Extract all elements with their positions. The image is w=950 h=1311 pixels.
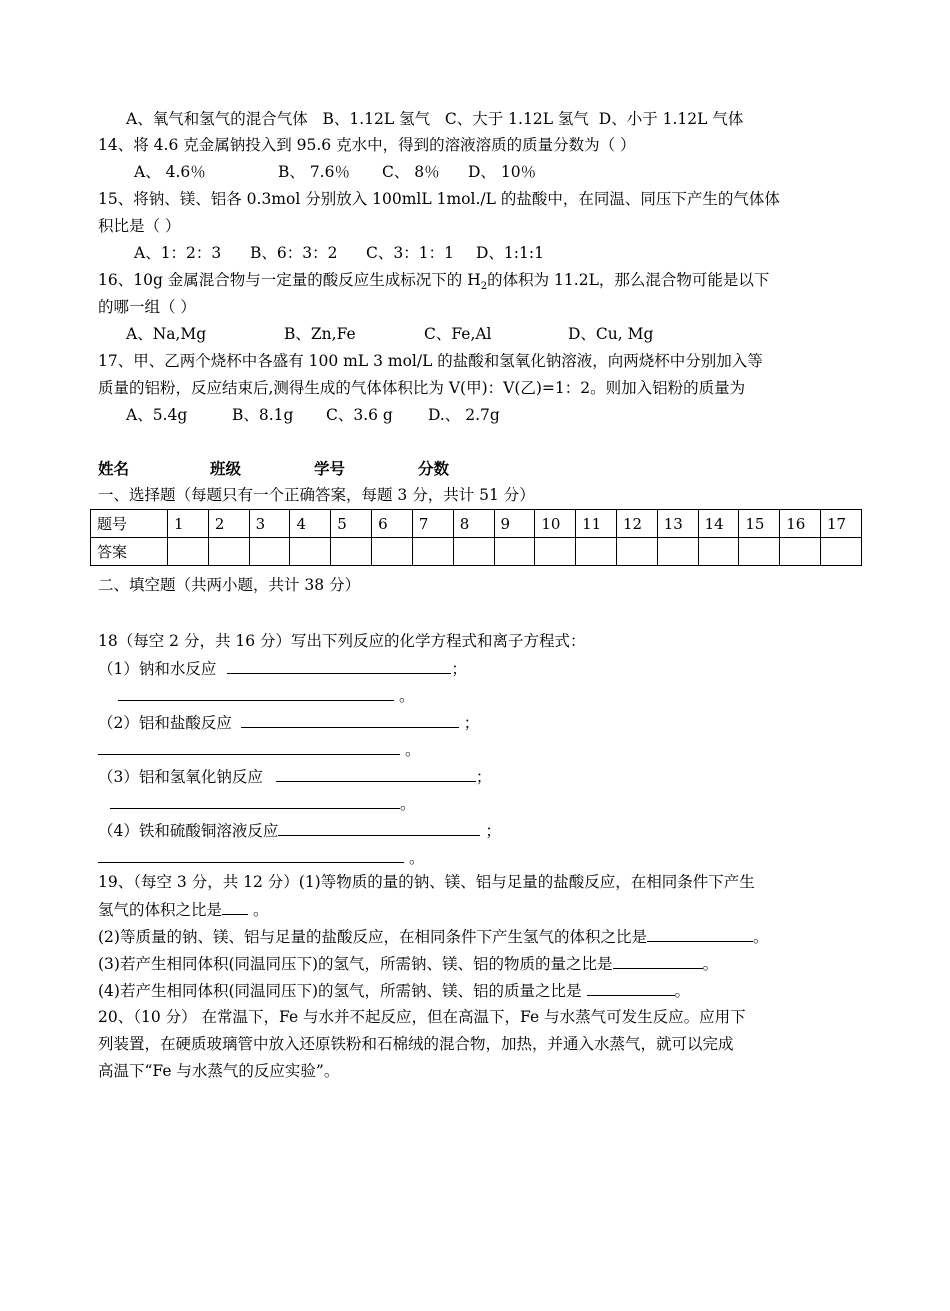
answer-cell[interactable] — [821, 538, 862, 566]
question-number-cell: 14 — [698, 510, 739, 538]
q15-stem-line1: 15、将钠、镁、铝各 0.3mol 分别放入 100mlL 1mol./L 的盐酸中，在同温、同压下产生的气体体 — [98, 190, 780, 208]
q18-part3-label: （3）铝和氢氧化钠反应 — [98, 768, 263, 786]
question-number-cell: 4 — [290, 510, 331, 538]
answer-cell[interactable] — [576, 538, 617, 566]
q14-option-c: C、 8％ — [382, 163, 440, 181]
q16-option-a: A、Na,Mg — [126, 325, 207, 343]
q18-part2-ionic — [98, 738, 420, 761]
answer-cell[interactable] — [331, 538, 372, 566]
question-number-cell: 15 — [739, 510, 780, 538]
q15-option-b: B、6：3：2 — [250, 244, 338, 262]
answer-blank[interactable] — [118, 684, 394, 701]
q15-option-d: D、1:1:1 — [476, 244, 544, 262]
question-number-cell: 9 — [494, 510, 535, 538]
answer-cell[interactable] — [657, 538, 698, 566]
period: 。 — [400, 795, 416, 813]
q15-options — [134, 242, 544, 264]
question-number-cell: 17 — [821, 510, 862, 538]
answer-blank[interactable] — [227, 657, 451, 674]
answer-table-number-row — [91, 510, 862, 538]
answer-cell[interactable] — [412, 538, 453, 566]
q15-stem-line2: 积比是（ ） — [98, 217, 181, 235]
question-number-cell: 11 — [576, 510, 617, 538]
answer-blank[interactable] — [613, 952, 703, 969]
student-info-header — [98, 458, 449, 480]
q16-options — [126, 323, 653, 345]
answer-cell[interactable] — [780, 538, 821, 566]
q16-option-c: C、Fe,Al — [424, 325, 492, 343]
question-number-cell: 8 — [453, 510, 494, 538]
answer-cell[interactable] — [739, 538, 780, 566]
answer-cell[interactable] — [168, 538, 209, 566]
score-label: 分数 — [418, 459, 450, 478]
q19-part1 — [98, 898, 268, 921]
semicolon: ； — [463, 714, 480, 732]
question-number-cell: 1 — [168, 510, 209, 538]
q14-option-a: A、 4.6％ — [134, 163, 206, 181]
q17-stem-line2: 质量的铝粉，反应结束后,测得生成的气体体积比为 V(甲)：V(乙)=1：2。则加入铝粉的质量为 — [98, 379, 746, 397]
answer-cell[interactable] — [535, 538, 576, 566]
q16-stem-part1: 16、10g 金属混合物与一定量的酸反应生成标况下的 H — [98, 271, 481, 289]
answer-blank[interactable] — [647, 925, 753, 942]
q17-option-a: A、5.4g — [126, 406, 188, 424]
q17-option-c: C、3.6 g — [326, 406, 393, 424]
period: 。 — [408, 849, 425, 867]
answer-blank[interactable] — [98, 846, 404, 863]
answer-table-answer-row — [91, 538, 862, 566]
q19-part4-text: (4)若产生相同体积(同温同压下)的氢气，所需钠、镁、铝的质量之比是 — [98, 982, 582, 1000]
answer-cell[interactable] — [698, 538, 739, 566]
q16-stem-part2: 的体积为 11.2L，那么混合物可能是以下 — [487, 271, 770, 289]
q18-part3 — [98, 765, 491, 788]
q13-option-b: B、1.12L 氢气 — [322, 110, 431, 128]
q17-option-d: D.、 2.7g — [428, 406, 500, 424]
q16-stem-line1 — [98, 269, 769, 298]
q14-option-d: D、 10％ — [468, 163, 537, 181]
question-number-cell: 3 — [249, 510, 290, 538]
period: 。 — [398, 687, 415, 705]
q20-line3: 高温下“Fe 与水蒸气的反应实验”。 — [98, 1062, 340, 1080]
answer-cell[interactable] — [372, 538, 413, 566]
q17-stem-line1: 17、甲、乙两个烧杯中各盛有 100 mL 3 mol/L 的盐酸和氢氧化钠溶液，向两烧杯中分别加入等 — [98, 352, 763, 370]
section2-title: 二、填空题（共两小题，共计 38 分） — [98, 576, 361, 594]
answer-cell[interactable] — [494, 538, 535, 566]
period: 。 — [702, 955, 719, 973]
q18-part4 — [98, 819, 501, 842]
question-number-cell: 2 — [208, 510, 249, 538]
q20-line1: 20、（10 分） 在常温下，Fe 与水并不起反应，但在高温下，Fe 与水蒸气可发生反应。应用下 — [98, 1008, 746, 1026]
period: 。 — [252, 901, 269, 919]
q13-option-c: C、大于 1.12L 氢气 — [444, 110, 589, 128]
class-label: 班级 — [210, 459, 242, 478]
q19-part2-text: (2)等质量的钠、镁、铝与足量的盐酸反应，在相同条件下产生氢气的体积之比是 — [98, 928, 647, 946]
q18-stem: 18（每空 2 分，共 16 分）写出下列反应的化学方程式和离子方程式： — [98, 632, 586, 650]
period: 。 — [752, 928, 769, 946]
question-number-cell: 10 — [535, 510, 576, 538]
question-number-cell: 13 — [657, 510, 698, 538]
q18-part1-label: （1）钠和水反应 — [98, 660, 217, 678]
q13-options — [126, 108, 743, 130]
q16-stem-line2: 的哪一组（ ） — [98, 298, 196, 316]
q16-subscript: 2 — [480, 281, 488, 293]
q19-part4 — [98, 979, 690, 1002]
q18-part4-ionic — [98, 846, 424, 869]
answer-table — [90, 509, 862, 566]
answer-cell[interactable] — [249, 538, 290, 566]
q18-part3-ionic — [110, 792, 416, 815]
q19-stem-line1: 19、（每空 3 分，共 12 分）(1)等物质的量的钠、镁、铝与足量的盐酸反应，在相同条件下产生 — [98, 873, 755, 891]
q16-option-b: B、Zn,Fe — [284, 325, 356, 343]
q18-part1-ionic — [118, 684, 414, 707]
q17-option-b: B、8.1g — [232, 406, 294, 424]
period: 。 — [404, 741, 421, 759]
q14-options — [134, 161, 536, 183]
answer-blank[interactable] — [587, 979, 675, 996]
q14-option-b: B、 7.6％ — [278, 163, 350, 181]
question-number-cell: 12 — [616, 510, 657, 538]
q18-part2-label: （2）铝和盐酸反应 — [98, 714, 232, 732]
answer-cell[interactable] — [453, 538, 494, 566]
q15-option-c: C、3：1：1 — [366, 244, 454, 262]
section1-title: 一、选择题（每题只有一个正确答案，每题 3 分，共计 51 分） — [98, 486, 535, 504]
q13-option-d: D、小于 1.12L 气体 — [598, 110, 744, 128]
answer-cell[interactable] — [208, 538, 249, 566]
answer-blank[interactable] — [276, 765, 476, 782]
q15-option-a: A、1：2：3 — [134, 244, 222, 262]
q19-part3-text: (3)若产生相同体积(同温同压下)的氢气，所需钠、镁、铝的物质的量之比是 — [98, 955, 613, 973]
answer-blank[interactable] — [110, 792, 400, 809]
number-row-label: 题号 — [91, 510, 168, 538]
q16-option-d: D、Cu, Mg — [568, 325, 654, 343]
question-number-cell: 16 — [780, 510, 821, 538]
q14-stem: 14、将 4.6 克金属钠投入到 95.6 克水中，得到的溶液溶质的质量分数为（ ） — [98, 136, 636, 154]
q18-part1 — [98, 657, 467, 680]
semicolon: ； — [475, 768, 492, 786]
q17-options — [126, 404, 500, 426]
answer-cell[interactable] — [290, 538, 331, 566]
answer-blank[interactable] — [241, 711, 459, 728]
semicolon: ； — [485, 822, 501, 840]
q13-option-a: A、氧气和氢气的混合气体 — [126, 110, 308, 128]
student-id-label: 学号 — [314, 459, 346, 478]
answer-cell[interactable] — [616, 538, 657, 566]
q18-part4-label: （4）铁和硫酸铜溶液反应 — [98, 822, 279, 840]
question-number-cell: 7 — [412, 510, 453, 538]
q20-line2: 列装置，在硬质玻璃管中放入还原铁粉和石棉绒的混合物，加热，并通入水蒸气，就可以完成 — [98, 1035, 734, 1053]
question-number-cell: 6 — [372, 510, 413, 538]
q19-part2 — [98, 925, 768, 948]
q18-part2 — [98, 711, 479, 734]
answer-blank[interactable] — [222, 898, 248, 915]
answer-blank[interactable] — [278, 819, 480, 836]
q19-part3 — [98, 952, 718, 975]
name-label: 姓名 — [98, 459, 130, 478]
answer-row-label: 答案 — [91, 538, 168, 566]
semicolon: ； — [451, 660, 467, 678]
question-number-cell: 5 — [331, 510, 372, 538]
period: 。 — [674, 982, 691, 1000]
q19-stem-line2: 氢气的体积之比是 — [98, 901, 223, 919]
answer-blank[interactable] — [98, 738, 400, 755]
